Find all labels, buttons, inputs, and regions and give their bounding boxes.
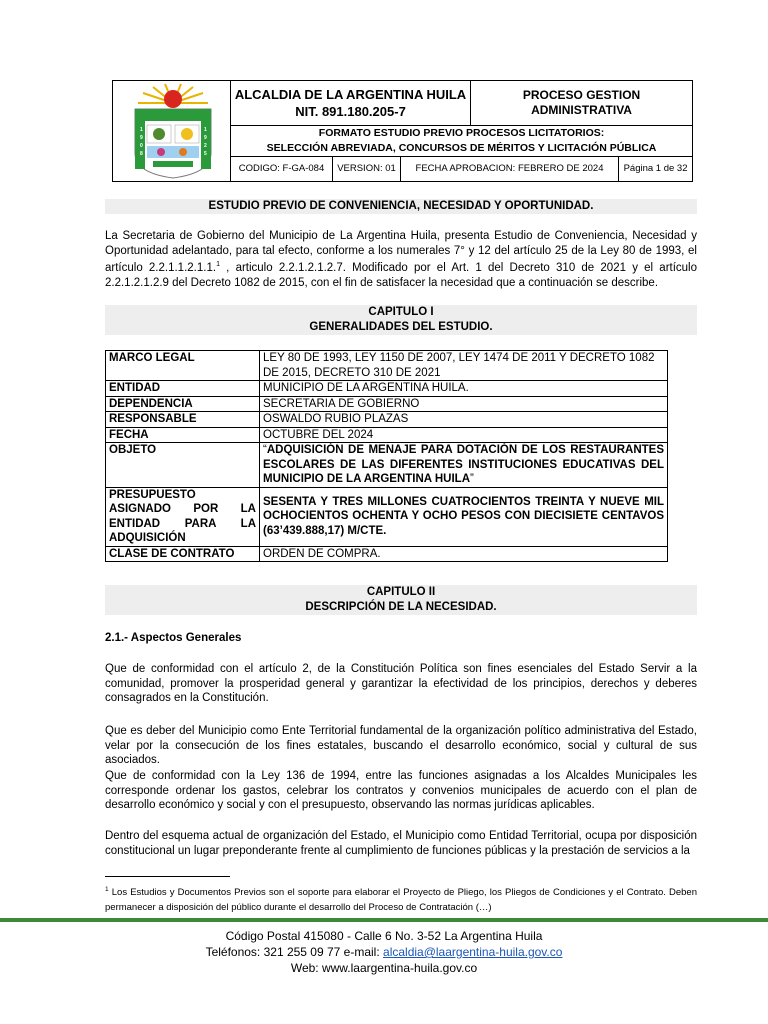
document-title: ESTUDIO PREVIO DE CONVENIENCIA, NECESIDAD Y OPORTUNIDAD. (105, 199, 697, 214)
intro-text-a: La Secretaria de Gobierno del Municipio de La Argentina Huila, presenta Estudio de Conveniencia, Necesidad y Oportunidad adelantado, para tal efecto, conforme a los numerales 7° y 12 del artículo 25 de la Ley 80 de 1993, el artículo 2.2.1.1.2.1.1. (105, 230, 697, 275)
org-cell (231, 81, 471, 126)
chapter-2-title: DESCRIPCIÓN DE LA NECESIDAD. (305, 601, 497, 613)
process-cell (471, 81, 693, 126)
marco-legal-label: MARCO LEGAL (106, 351, 260, 381)
svg-text:1: 1 (204, 127, 207, 133)
footnote (105, 882, 697, 915)
section-2-1-heading: 2.1.- Aspectos Generales (105, 632, 242, 644)
marco-legal-value: LEY 80 DE 1993, LEY 1150 DE 2007, LEY 1474 DE 2011 Y DECRETO 1082 DE 2015, DECRETO 310 DE 2021 (260, 351, 668, 381)
svg-text:5: 5 (204, 151, 207, 157)
intro-paragraph (105, 229, 697, 290)
table-row (106, 412, 668, 428)
form-code: CODIGO: F-GA-084 (231, 157, 333, 182)
presupuesto-label: PRESUPUESTO ASIGNADO POR LA ENTIDAD PARA LA ADQUISICIÓN (106, 487, 260, 546)
table-row (106, 443, 668, 488)
clase-contrato-value: ORDEN DE COMPRA. (260, 546, 668, 562)
process-title: PROCESO GESTION (522, 88, 641, 102)
svg-text:9: 9 (204, 135, 207, 141)
page-footer (0, 928, 768, 976)
svg-text:2: 2 (204, 143, 207, 149)
entidad-value: MUNICIPIO DE LA ARGENTINA HUILA. (260, 381, 668, 397)
presupuesto-value: SESENTA Y TRES MILLONES CUATROCIENTOS TREINTA Y NUEVE MIL OCHOCIENTOS OCHENTA Y OCHO PESOS CON DIECISIETE CENTAVOS (63’439.888,17) M/CTE. (260, 487, 668, 546)
svg-text:9: 9 (140, 135, 143, 141)
svg-text:1: 1 (140, 127, 143, 133)
form-version: VERSION: 01 (333, 157, 401, 182)
footnote-separator (105, 876, 230, 877)
page-number: Página 1 de 32 (619, 157, 693, 182)
objeto-open-quote: “ (263, 444, 267, 456)
approval-date: FECHA APROBACION: FEBRERO DE 2024 (401, 157, 619, 182)
fecha-label: FECHA (106, 427, 260, 443)
general-info-table (105, 350, 668, 562)
table-row (106, 427, 668, 443)
footnote-text: Los Estudios y Documentos Previos son el soporte para elaborar el Proyecto de Pliego, los Pliegos de Condiciones y el Contrato. Deben permanecer a disposición del público durante el desarrollo del Proceso de Contratación (…) (105, 887, 697, 914)
footnote-number: 1 (105, 886, 109, 893)
svg-text:0: 0 (140, 143, 143, 149)
objeto-value (260, 443, 668, 488)
org-nit: NIT. 891.180.205-7 (295, 104, 406, 119)
chapter-2-number: CAPITULO II (366, 586, 436, 598)
chapter-1-title: GENERALIDADES DEL ESTUDIO. (309, 321, 493, 333)
chapter-1-heading (105, 305, 697, 335)
objeto-close-quote: ” (470, 473, 474, 485)
email-link[interactable]: alcaldia@laargentina-huila.gov.co (383, 945, 563, 959)
document-header (112, 80, 693, 182)
footer-web: Web: www.laargentina-huila.gov.co (290, 961, 478, 975)
intro-text-b: , articulo 2.2.1.2.1.2.7. Modificado por el Art. 1 del Decreto 310 de 2021 y el artículo 2.2.1.2.1.2.9 del Decreto 1082 de 2015, con el fin de satisfacer la necesidad que a continuación se describe. (105, 262, 698, 289)
footer-green-bar (0, 918, 768, 922)
clase-contrato-label: CLASE DE CONTRATO (106, 546, 260, 562)
paragraph-3: Que de conformidad con la Ley 136 de 1994, entre las funciones asignadas a los Alcaldes Municipales les corresponde ordenar los gastos, celebrar los contratos y convenios municipales de acuerdo con el plan de desarrollo económico y social y con el presupuesto, observando las normas jurídicas aplicables. (105, 770, 697, 812)
svg-text:8: 8 (140, 151, 143, 157)
table-row (106, 351, 668, 381)
municipal-shield-logo (113, 81, 231, 181)
footer-phones: Teléfonos: 321 255 09 77 e-mail: (205, 945, 384, 959)
paragraph-4: Dentro del esquema actual de organización del Estado, el Municipio como Entidad Territorial, ocupa por disposición constitucional un lugar preponderante frente al cumplimiento de funciones públicas y la prestación de servicios a la (105, 830, 697, 857)
objeto-label: OBJETO (106, 443, 260, 488)
responsable-label: RESPONSABLE (106, 412, 260, 428)
table-row (106, 396, 668, 412)
footnote-ref[interactable]: 1 (216, 261, 220, 269)
logo-cell (113, 81, 231, 182)
table-row (106, 381, 668, 397)
dependencia-value: SECRETARIA DE GOBIERNO (260, 396, 668, 412)
format-cell (231, 126, 693, 157)
fecha-value: OCTUBRE DEL 2024 (260, 427, 668, 443)
objeto-text: ADQUISICIÓN DE MENAJE PARA DOTACIÓN DE LOS RESTAURANTES ESCOLARES DE LAS DIFERENTES INSTITUCIONES EDUCATIVAS DEL MUNICIPIO DE LA ARGENTINA HUILA (263, 444, 664, 485)
format-title: FORMATO ESTUDIO PREVIO PROCESOS LICITATORIOS: (318, 127, 605, 139)
footer-address: Código Postal 415080 - Calle 6 No. 3-52 La Argentina Huila (225, 929, 543, 943)
footer-contact (0, 944, 768, 960)
org-name: ALCALDIA DE LA ARGENTINA HUILA (234, 87, 467, 102)
chapter-1-number: CAPITULO I (368, 306, 434, 318)
process-subtitle: ADMINISTRATIVA (531, 103, 632, 117)
dependencia-label: DEPENDENCIA (106, 396, 260, 412)
responsable-value: OSWALDO RUBIO PLAZAS (260, 412, 668, 428)
entidad-label: ENTIDAD (106, 381, 260, 397)
table-row (106, 487, 668, 546)
chapter-2-heading (105, 585, 697, 615)
paragraph-2: Que es deber del Municipio como Ente Territorial fundamental de la organización político administrativa del Estado, velar por la consecución de los fines estatales, buscando el desarrollo económico, social y cultural de sus asociados. (105, 725, 697, 767)
paragraph-1: Que de conformidad con el artículo 2, de la Constitución Política son fines esenciales del Estado Servir a la comunidad, promover la prosperidad general y garantizar la efectividad de los principios, derechos y deberes consagrados en la Constitución. (105, 663, 697, 705)
table-row (106, 546, 668, 562)
format-subtitle: SELECCIÓN ABREVIADA, CONCURSOS DE MÉRITOS Y LICITACIÓN PÚBLICA (266, 142, 657, 154)
